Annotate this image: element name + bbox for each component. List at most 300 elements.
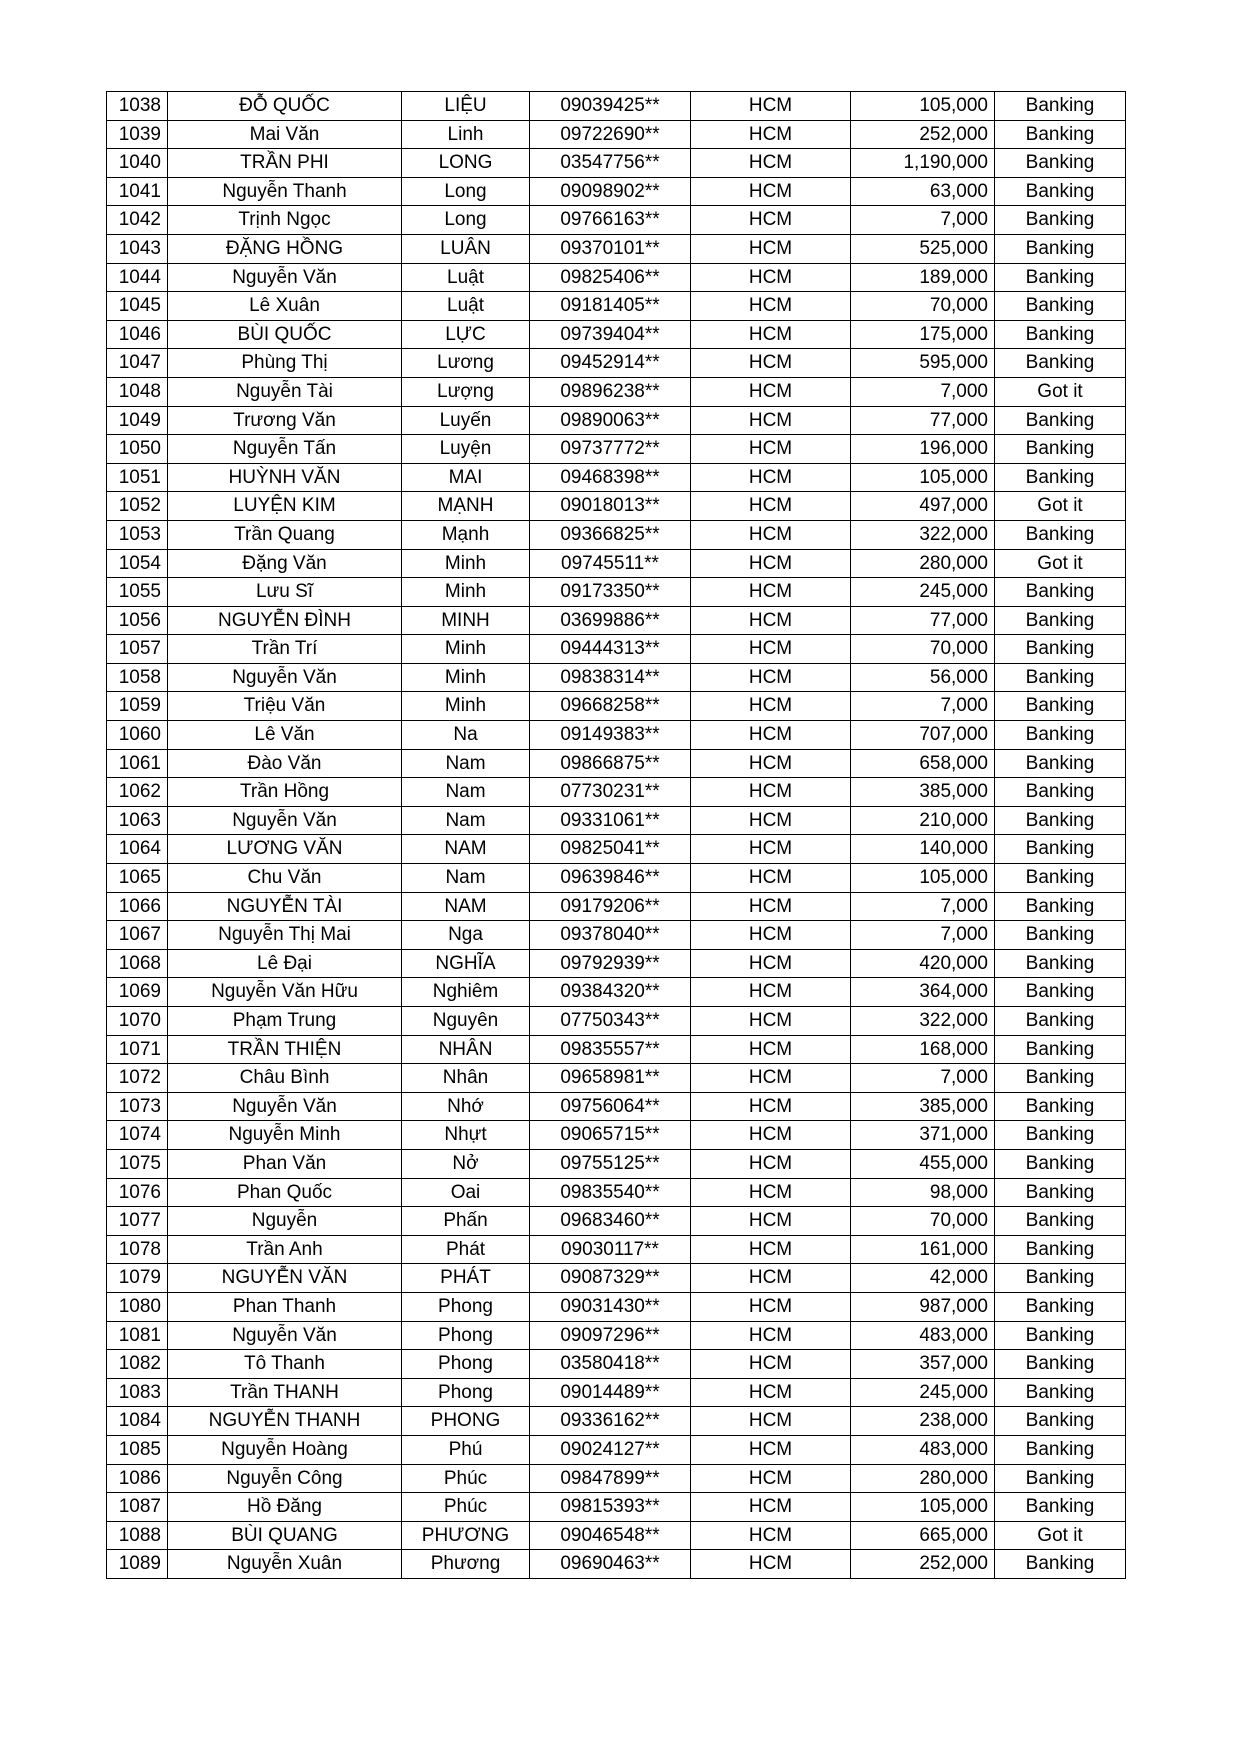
surname-cell: Trương Văn: [168, 406, 402, 435]
table-row: [107, 1378, 1126, 1407]
phone-cell: 09030117**: [530, 1235, 691, 1264]
table-row: [107, 1149, 1126, 1178]
payment-method-cell: Banking: [995, 520, 1126, 549]
phone-cell: 09031430**: [530, 1292, 691, 1321]
phone-cell: 09370101**: [530, 234, 691, 263]
given-name-cell: Nam: [402, 778, 530, 807]
payment-method-cell: Banking: [995, 663, 1126, 692]
surname-cell: Đào Văn: [168, 749, 402, 778]
phone-cell: 09739404**: [530, 320, 691, 349]
amount-cell: 280,000: [851, 549, 995, 578]
phone-cell: 09896238**: [530, 377, 691, 406]
payment-method-cell: Banking: [995, 1321, 1126, 1350]
phone-cell: 09024127**: [530, 1435, 691, 1464]
phone-cell: 09098902**: [530, 177, 691, 206]
amount-cell: 7,000: [851, 206, 995, 235]
region-cell: HCM: [691, 263, 851, 292]
table-row: [107, 578, 1126, 607]
given-name-cell: NAM: [402, 835, 530, 864]
surname-cell: NGUYỄN VĂN: [168, 1264, 402, 1293]
row-number: 1079: [107, 1264, 168, 1293]
amount-cell: 210,000: [851, 806, 995, 835]
amount-cell: 189,000: [851, 263, 995, 292]
region-cell: HCM: [691, 234, 851, 263]
table-row: [107, 549, 1126, 578]
amount-cell: 280,000: [851, 1464, 995, 1493]
payment-method-cell: Banking: [995, 234, 1126, 263]
surname-cell: Nguyễn Hoàng: [168, 1435, 402, 1464]
region-cell: HCM: [691, 1121, 851, 1150]
phone-cell: 09825041**: [530, 835, 691, 864]
given-name-cell: MAI: [402, 463, 530, 492]
amount-cell: 98,000: [851, 1178, 995, 1207]
region-cell: HCM: [691, 1149, 851, 1178]
table-row: [107, 1007, 1126, 1036]
region-cell: HCM: [691, 120, 851, 149]
region-cell: HCM: [691, 1435, 851, 1464]
surname-cell: HUỲNH VĂN: [168, 463, 402, 492]
surname-cell: LƯƠNG VĂN: [168, 835, 402, 864]
amount-cell: 238,000: [851, 1407, 995, 1436]
row-number: 1045: [107, 292, 168, 321]
payment-method-cell: Banking: [995, 1121, 1126, 1150]
amount-cell: 105,000: [851, 92, 995, 121]
given-name-cell: Mạnh: [402, 520, 530, 549]
region-cell: HCM: [691, 892, 851, 921]
surname-cell: Lưu Sĩ: [168, 578, 402, 607]
table-row: [107, 92, 1126, 121]
payment-method-cell: Banking: [995, 349, 1126, 378]
row-number: 1087: [107, 1493, 168, 1522]
phone-cell: 03547756**: [530, 149, 691, 178]
given-name-cell: NHÂN: [402, 1035, 530, 1064]
phone-cell: 09336162**: [530, 1407, 691, 1436]
table-row: [107, 1321, 1126, 1350]
row-number: 1083: [107, 1378, 168, 1407]
given-name-cell: MINH: [402, 606, 530, 635]
row-number: 1048: [107, 377, 168, 406]
table-row: [107, 177, 1126, 206]
given-name-cell: Lượng: [402, 377, 530, 406]
region-cell: HCM: [691, 1064, 851, 1093]
region-cell: HCM: [691, 406, 851, 435]
table-row: [107, 120, 1126, 149]
phone-cell: 09331061**: [530, 806, 691, 835]
phone-cell: 07750343**: [530, 1007, 691, 1036]
region-cell: HCM: [691, 92, 851, 121]
phone-cell: 09018013**: [530, 492, 691, 521]
payment-method-cell: Banking: [995, 206, 1126, 235]
phone-cell: 09087329**: [530, 1264, 691, 1293]
given-name-cell: Phong: [402, 1292, 530, 1321]
given-name-cell: LỰC: [402, 320, 530, 349]
table-row: [107, 1407, 1126, 1436]
table-row: [107, 1235, 1126, 1264]
payment-method-cell: Banking: [995, 1493, 1126, 1522]
phone-cell: 03580418**: [530, 1350, 691, 1379]
row-number: 1078: [107, 1235, 168, 1264]
phone-cell: 09838314**: [530, 663, 691, 692]
table-row: [107, 1064, 1126, 1093]
table-row: [107, 1464, 1126, 1493]
phone-cell: 09039425**: [530, 92, 691, 121]
surname-cell: Tô Thanh: [168, 1350, 402, 1379]
phone-cell: 09639846**: [530, 864, 691, 893]
row-number: 1074: [107, 1121, 168, 1150]
region-cell: HCM: [691, 749, 851, 778]
surname-cell: Châu Bình: [168, 1064, 402, 1093]
surname-cell: Phan Thanh: [168, 1292, 402, 1321]
region-cell: HCM: [691, 1007, 851, 1036]
surname-cell: LUYỆN KIM: [168, 492, 402, 521]
row-number: 1062: [107, 778, 168, 807]
payment-method-cell: Banking: [995, 778, 1126, 807]
row-number: 1058: [107, 663, 168, 692]
table-row: [107, 520, 1126, 549]
region-cell: HCM: [691, 492, 851, 521]
region-cell: HCM: [691, 206, 851, 235]
row-number: 1043: [107, 234, 168, 263]
amount-cell: 455,000: [851, 1149, 995, 1178]
payment-method-cell: Got it: [995, 377, 1126, 406]
surname-cell: Trần Anh: [168, 1235, 402, 1264]
given-name-cell: Nhớ: [402, 1092, 530, 1121]
region-cell: HCM: [691, 1178, 851, 1207]
payment-method-cell: Banking: [995, 1207, 1126, 1236]
phone-cell: 09755125**: [530, 1149, 691, 1178]
payment-method-cell: Got it: [995, 1521, 1126, 1550]
surname-cell: Đặng Văn: [168, 549, 402, 578]
given-name-cell: PHÁT: [402, 1264, 530, 1293]
table-row: [107, 463, 1126, 492]
phone-cell: 09384320**: [530, 978, 691, 1007]
amount-cell: 420,000: [851, 949, 995, 978]
amount-cell: 987,000: [851, 1292, 995, 1321]
payment-method-cell: Banking: [995, 1264, 1126, 1293]
amount-cell: 105,000: [851, 1493, 995, 1522]
row-number: 1067: [107, 921, 168, 950]
surname-cell: Nguyễn Thanh: [168, 177, 402, 206]
region-cell: HCM: [691, 1264, 851, 1293]
row-number: 1064: [107, 835, 168, 864]
phone-cell: 09690463**: [530, 1550, 691, 1579]
given-name-cell: Nở: [402, 1149, 530, 1178]
phone-cell: 09866875**: [530, 749, 691, 778]
table-row: [107, 349, 1126, 378]
surname-cell: Lê Xuân: [168, 292, 402, 321]
given-name-cell: LIỆU: [402, 92, 530, 121]
payment-method-cell: Banking: [995, 835, 1126, 864]
table-row: [107, 949, 1126, 978]
row-number: 1038: [107, 92, 168, 121]
table-row: [107, 1435, 1126, 1464]
given-name-cell: Luật: [402, 263, 530, 292]
phone-cell: 09149383**: [530, 721, 691, 750]
amount-cell: 322,000: [851, 1007, 995, 1036]
region-cell: HCM: [691, 806, 851, 835]
given-name-cell: Minh: [402, 692, 530, 721]
given-name-cell: Nguyên: [402, 1007, 530, 1036]
row-number: 1044: [107, 263, 168, 292]
region-cell: HCM: [691, 520, 851, 549]
surname-cell: Lê Văn: [168, 721, 402, 750]
given-name-cell: Luật: [402, 292, 530, 321]
table-row: [107, 749, 1126, 778]
surname-cell: Trần Trí: [168, 635, 402, 664]
region-cell: HCM: [691, 320, 851, 349]
table-row: [107, 1493, 1126, 1522]
row-number: 1040: [107, 149, 168, 178]
phone-cell: 09014489**: [530, 1378, 691, 1407]
given-name-cell: Nhân: [402, 1064, 530, 1093]
payment-method-cell: Banking: [995, 1378, 1126, 1407]
surname-cell: Trần Quang: [168, 520, 402, 549]
phone-cell: 09683460**: [530, 1207, 691, 1236]
region-cell: HCM: [691, 349, 851, 378]
row-number: 1088: [107, 1521, 168, 1550]
row-number: 1049: [107, 406, 168, 435]
given-name-cell: Phấn: [402, 1207, 530, 1236]
region-cell: HCM: [691, 549, 851, 578]
row-number: 1076: [107, 1178, 168, 1207]
table-row: [107, 1178, 1126, 1207]
payment-method-cell: Banking: [995, 120, 1126, 149]
given-name-cell: Luyến: [402, 406, 530, 435]
surname-cell: Lê Đại: [168, 949, 402, 978]
row-number: 1059: [107, 692, 168, 721]
given-name-cell: Nghiêm: [402, 978, 530, 1007]
given-name-cell: PHƯƠNG: [402, 1521, 530, 1550]
surname-cell: Nguyễn Xuân: [168, 1550, 402, 1579]
region-cell: HCM: [691, 978, 851, 1007]
region-cell: HCM: [691, 949, 851, 978]
surname-cell: TRẦN THIỆN: [168, 1035, 402, 1064]
region-cell: HCM: [691, 606, 851, 635]
surname-cell: Triệu Văn: [168, 692, 402, 721]
payment-method-cell: Banking: [995, 1464, 1126, 1493]
phone-cell: 09835540**: [530, 1178, 691, 1207]
table-row: [107, 663, 1126, 692]
payment-method-cell: Banking: [995, 749, 1126, 778]
phone-cell: 09444313**: [530, 635, 691, 664]
row-number: 1070: [107, 1007, 168, 1036]
row-number: 1046: [107, 320, 168, 349]
row-number: 1039: [107, 120, 168, 149]
given-name-cell: NAM: [402, 892, 530, 921]
row-number: 1042: [107, 206, 168, 235]
payment-method-cell: Banking: [995, 1292, 1126, 1321]
region-cell: HCM: [691, 292, 851, 321]
surname-cell: Chu Văn: [168, 864, 402, 893]
payment-method-cell: Banking: [995, 1092, 1126, 1121]
payment-method-cell: Banking: [995, 978, 1126, 1007]
row-number: 1089: [107, 1550, 168, 1579]
given-name-cell: Oai: [402, 1178, 530, 1207]
given-name-cell: PHONG: [402, 1407, 530, 1436]
amount-cell: 658,000: [851, 749, 995, 778]
row-number: 1082: [107, 1350, 168, 1379]
surname-cell: Phan Quốc: [168, 1178, 402, 1207]
table-row: [107, 635, 1126, 664]
payment-method-cell: Banking: [995, 1178, 1126, 1207]
amount-cell: 77,000: [851, 406, 995, 435]
phone-cell: 09825406**: [530, 263, 691, 292]
table-row: [107, 892, 1126, 921]
payment-method-cell: Banking: [995, 806, 1126, 835]
table-row: [107, 1521, 1126, 1550]
table-row: [107, 377, 1126, 406]
region-cell: HCM: [691, 377, 851, 406]
table-row: [107, 1292, 1126, 1321]
amount-cell: 70,000: [851, 292, 995, 321]
row-number: 1068: [107, 949, 168, 978]
region-cell: HCM: [691, 463, 851, 492]
phone-cell: 09847899**: [530, 1464, 691, 1493]
row-number: 1047: [107, 349, 168, 378]
phone-cell: 09835557**: [530, 1035, 691, 1064]
amount-cell: 364,000: [851, 978, 995, 1007]
row-number: 1051: [107, 463, 168, 492]
given-name-cell: Phú: [402, 1435, 530, 1464]
region-cell: HCM: [691, 635, 851, 664]
row-number: 1084: [107, 1407, 168, 1436]
amount-cell: 105,000: [851, 463, 995, 492]
payment-method-cell: Banking: [995, 435, 1126, 464]
region-cell: HCM: [691, 1493, 851, 1522]
given-name-cell: MẠNH: [402, 492, 530, 521]
surname-cell: Phan Văn: [168, 1149, 402, 1178]
amount-cell: 56,000: [851, 663, 995, 692]
given-name-cell: Phong: [402, 1350, 530, 1379]
region-cell: HCM: [691, 1235, 851, 1264]
region-cell: HCM: [691, 177, 851, 206]
amount-cell: 1,190,000: [851, 149, 995, 178]
given-name-cell: Nam: [402, 864, 530, 893]
row-number: 1053: [107, 520, 168, 549]
phone-cell: 09065715**: [530, 1121, 691, 1150]
region-cell: HCM: [691, 663, 851, 692]
amount-cell: 63,000: [851, 177, 995, 206]
given-name-cell: Nam: [402, 806, 530, 835]
surname-cell: ĐỖ QUỐC: [168, 92, 402, 121]
phone-cell: 09766163**: [530, 206, 691, 235]
payment-method-cell: Banking: [995, 463, 1126, 492]
region-cell: HCM: [691, 721, 851, 750]
table-row: [107, 692, 1126, 721]
region-cell: HCM: [691, 149, 851, 178]
phone-cell: 09097296**: [530, 1321, 691, 1350]
table-row: [107, 778, 1126, 807]
phone-cell: 09468398**: [530, 463, 691, 492]
given-name-cell: Na: [402, 721, 530, 750]
surname-cell: Nguyễn Văn: [168, 263, 402, 292]
table-row: [107, 606, 1126, 635]
amount-cell: 385,000: [851, 1092, 995, 1121]
surname-cell: Nguyễn Văn Hữu: [168, 978, 402, 1007]
surname-cell: NGUYỄN ĐÌNH: [168, 606, 402, 635]
table-row: [107, 320, 1126, 349]
amount-cell: 77,000: [851, 606, 995, 635]
payment-method-cell: Banking: [995, 892, 1126, 921]
phone-cell: 09737772**: [530, 435, 691, 464]
amount-cell: 483,000: [851, 1321, 995, 1350]
surname-cell: Trần Hồng: [168, 778, 402, 807]
amount-cell: 245,000: [851, 578, 995, 607]
amount-cell: 385,000: [851, 778, 995, 807]
amount-cell: 595,000: [851, 349, 995, 378]
surname-cell: Nguyễn Tài: [168, 377, 402, 406]
surname-cell: TRẦN PHI: [168, 149, 402, 178]
phone-cell: 09756064**: [530, 1092, 691, 1121]
given-name-cell: LUÂN: [402, 234, 530, 263]
region-cell: HCM: [691, 1035, 851, 1064]
amount-cell: 105,000: [851, 864, 995, 893]
row-number: 1060: [107, 721, 168, 750]
row-number: 1061: [107, 749, 168, 778]
recipient-table: [106, 91, 1126, 1579]
region-cell: HCM: [691, 435, 851, 464]
region-cell: HCM: [691, 835, 851, 864]
amount-cell: 7,000: [851, 1064, 995, 1093]
phone-cell: 09890063**: [530, 406, 691, 435]
surname-cell: Nguyễn Công: [168, 1464, 402, 1493]
payment-method-cell: Banking: [995, 692, 1126, 721]
amount-cell: 322,000: [851, 520, 995, 549]
region-cell: HCM: [691, 1207, 851, 1236]
phone-cell: 09046548**: [530, 1521, 691, 1550]
given-name-cell: Luyện: [402, 435, 530, 464]
amount-cell: 252,000: [851, 1550, 995, 1579]
region-cell: HCM: [691, 1321, 851, 1350]
row-number: 1085: [107, 1435, 168, 1464]
phone-cell: 09181405**: [530, 292, 691, 321]
amount-cell: 7,000: [851, 892, 995, 921]
surname-cell: Phùng Thị: [168, 349, 402, 378]
row-number: 1077: [107, 1207, 168, 1236]
row-number: 1055: [107, 578, 168, 607]
surname-cell: Trần THANH: [168, 1378, 402, 1407]
surname-cell: ĐẶNG HỒNG: [168, 234, 402, 263]
row-number: 1041: [107, 177, 168, 206]
given-name-cell: Long: [402, 177, 530, 206]
amount-cell: 252,000: [851, 120, 995, 149]
region-cell: HCM: [691, 1092, 851, 1121]
phone-cell: 09815393**: [530, 1493, 691, 1522]
table-row: [107, 1207, 1126, 1236]
table-row: [107, 1350, 1126, 1379]
table-row: [107, 1121, 1126, 1150]
payment-method-cell: Banking: [995, 320, 1126, 349]
given-name-cell: Nga: [402, 921, 530, 950]
given-name-cell: Phương: [402, 1550, 530, 1579]
region-cell: HCM: [691, 1521, 851, 1550]
surname-cell: Trịnh Ngọc: [168, 206, 402, 235]
amount-cell: 42,000: [851, 1264, 995, 1293]
row-number: 1072: [107, 1064, 168, 1093]
row-number: 1065: [107, 864, 168, 893]
table-row: [107, 492, 1126, 521]
payment-method-cell: Banking: [995, 1550, 1126, 1579]
given-name-cell: Lương: [402, 349, 530, 378]
payment-method-cell: Banking: [995, 1064, 1126, 1093]
payment-method-cell: Banking: [995, 177, 1126, 206]
phone-cell: 09378040**: [530, 921, 691, 950]
given-name-cell: Minh: [402, 549, 530, 578]
surname-cell: Nguyễn Văn: [168, 663, 402, 692]
region-cell: HCM: [691, 578, 851, 607]
table-row: [107, 721, 1126, 750]
table-row: [107, 1264, 1126, 1293]
